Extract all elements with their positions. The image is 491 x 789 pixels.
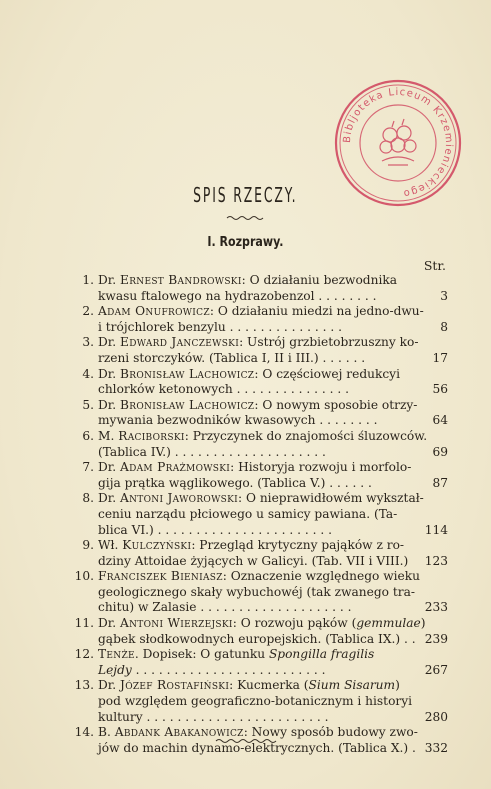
page-number: 280 (424, 709, 448, 724)
entry-text (98, 273, 397, 289)
entry-number: 11. (74, 616, 94, 631)
text-run: rzeni storczyków. (Tablica I, II i III.) . . . . . . (98, 350, 366, 365)
text-run: M. (98, 428, 119, 443)
author-name: Tenże (98, 647, 135, 662)
text-run: ) (395, 678, 400, 693)
entry-text (98, 460, 411, 476)
author-name: Adam Onufrowicz (98, 304, 210, 319)
page-number: 233 (424, 600, 448, 615)
toc-entry (70, 538, 448, 569)
text-run: dziny Attoidae żyjących w Galicyi. (Tab. VII i VIII.) (98, 553, 409, 568)
toc-entry (70, 491, 448, 538)
entry-text (98, 304, 424, 320)
toc-line (70, 647, 448, 663)
entry-number: 2. (82, 304, 94, 319)
text-run: : O rozwoju pąków ( (232, 616, 357, 631)
text-run: : Kucmerka ( (229, 678, 309, 693)
toc-line (70, 413, 448, 429)
entry-text (98, 382, 349, 398)
text-run: kwasu ftalowego na hydrazobenzol . . . . . . . . (98, 288, 377, 303)
entry-text (98, 398, 417, 414)
entry-text (98, 507, 397, 523)
end-ornament (215, 737, 277, 745)
entry-text (98, 445, 326, 461)
text-run: : O działaniu miedzi na jedno-dwu- (209, 304, 424, 319)
text-run: : O częściowej redukcyi (254, 366, 400, 381)
page-number: 3 (440, 288, 448, 303)
entry-number: 1. (82, 273, 94, 287)
entry-text (98, 663, 325, 679)
text-run: : O nowym sposobie otrzy- (254, 397, 418, 412)
author-name: Edward Janczewski (120, 335, 240, 350)
entry-text (98, 351, 365, 367)
toc-line (70, 632, 448, 648)
entry-number: 9. (82, 538, 94, 553)
entry-number: 14. (74, 725, 94, 740)
entry-text (98, 600, 351, 616)
entry-number: 10. (74, 569, 94, 584)
text-run: blica VI.) . . . . . . . . . . . . . . . . . . . . . . . (98, 522, 333, 537)
text-run: : Przegląd krytyczny pająków z ro- (191, 538, 405, 553)
text-run: . Dopisek: O gatunku (134, 647, 269, 662)
page-number: 69 (432, 444, 448, 459)
entry-text (98, 678, 400, 694)
text-run: ) (420, 616, 426, 631)
toc-line (70, 304, 448, 320)
toc-entry (70, 398, 448, 429)
entry-text (98, 616, 425, 632)
author-name: Adam Prażmowski (120, 460, 231, 475)
author-name: Raciborski (118, 428, 185, 443)
section-heading: I. Rozprawy. (207, 235, 284, 250)
text-run: : O nieprawidłowém wykształ- (237, 491, 424, 506)
entry-text (98, 335, 419, 351)
text-run: gija prątka wąglikowego. (Tablica V.) . . . . . . (98, 475, 372, 490)
entry-text (98, 647, 374, 663)
entry-text (98, 538, 404, 554)
toc-entry (70, 304, 448, 335)
entry-text (98, 476, 372, 492)
entry-number: 12. (74, 647, 94, 662)
italic-term: Sium Sisarum (308, 678, 396, 693)
entry-number: 3. (82, 335, 94, 350)
text-run: ceniu narządu płciowego u samicy pawiana. (Ta- (98, 506, 398, 521)
page-number: 123 (424, 553, 448, 568)
text-run: Wł. (98, 538, 123, 553)
toc-line (70, 585, 448, 601)
text-run: : Ustrój grzbietobrzuszny ko- (239, 335, 419, 350)
text-run: B. (98, 725, 115, 740)
entry-number: 13. (74, 678, 94, 693)
text-run: : Oznaczenie względnego wieku (222, 569, 420, 584)
entry-text (98, 289, 377, 305)
toc-line (70, 445, 448, 461)
text-run: jów do machin dynamo-elektrycznych. (Tablica X.) . (98, 740, 416, 755)
toc-line (70, 616, 448, 632)
text-run: Dr. (98, 335, 121, 350)
author-name: Abdank Abakanowicz (114, 725, 244, 740)
toc-line (70, 476, 448, 492)
text-run: Dr. (98, 616, 121, 631)
text-run: pod względem geograficzno-botanicznym i historyi (98, 694, 413, 709)
page-number: 114 (424, 522, 448, 537)
entry-text (98, 554, 408, 570)
text-run: i trójchlorek benzylu . . . . . . . . . . . . . . . (98, 319, 342, 334)
text-run: (Tablica IV.) . . . . . . . . . . . . . . . . . . . . (98, 444, 326, 459)
toc-line (70, 678, 448, 694)
title-ornament (226, 214, 266, 222)
toc-line (70, 663, 448, 679)
toc-line (70, 351, 448, 367)
entry-text (98, 710, 329, 726)
toc-line (70, 367, 448, 383)
toc-entry (70, 429, 448, 460)
text-run: : Nowy sposób budowy zwo- (243, 725, 418, 740)
toc-entry (70, 367, 448, 398)
text-run: : Historyja rozwoju i morfolo- (230, 460, 412, 475)
page-number: 8 (440, 319, 448, 334)
toc-entry (70, 273, 448, 304)
page-number: 87 (432, 475, 448, 490)
entry-number: 6. (82, 428, 94, 443)
table-of-contents (70, 273, 448, 756)
text-run: mywania bezwodników kwasowych . . . . . . . . (98, 413, 378, 428)
entry-text (98, 569, 420, 585)
text-run: chitu) w Zalasie . . . . . . . . . . . . . . . . . . . . (98, 600, 352, 615)
entry-text (98, 632, 416, 648)
toc-line (70, 335, 448, 351)
page-number: 56 (432, 382, 448, 397)
text-run: : Przyczynek do znajomości śluzowców. (184, 428, 428, 443)
text-run: Dr. (98, 397, 121, 412)
author-name: Bronisław Lachowicz (120, 397, 255, 412)
entry-number: 4. (82, 366, 94, 381)
author-name: Franciszek Bieniasz (98, 569, 223, 584)
entry-text (98, 491, 424, 507)
toc-line (70, 569, 448, 585)
italic-term: gemmulae (356, 616, 421, 631)
toc-line (70, 491, 448, 507)
text-run: chlorków ketonowych . . . . . . . . . . . . . . . (98, 382, 349, 397)
toc-entry (70, 616, 448, 647)
entry-text (98, 585, 415, 601)
toc-line (70, 320, 448, 336)
toc-line (70, 554, 448, 570)
page-number: 239 (424, 631, 448, 646)
author-name: Józef Rostafiński (120, 678, 230, 693)
page-number: 332 (424, 740, 448, 755)
toc-line (70, 398, 448, 414)
text-run: Dr. (98, 460, 121, 475)
author-name: Bronisław Lachowicz (120, 366, 255, 381)
toc-entry (70, 647, 448, 678)
author-name: Antoni Jaworowski (120, 491, 238, 506)
text-run: : O działaniu bezwodnika (241, 273, 397, 287)
entry-number: 7. (82, 460, 94, 475)
toc-line (70, 538, 448, 554)
toc-entry (70, 335, 448, 366)
text-run: geologicznego skały wybuchowéj (tak zwanego tra- (98, 584, 415, 599)
entry-text (98, 429, 427, 445)
text-run: Dr. (98, 678, 121, 693)
toc-line (70, 289, 448, 305)
entry-text (98, 320, 342, 336)
entry-text (98, 413, 377, 429)
toc-line (70, 507, 448, 523)
toc-line (70, 460, 448, 476)
text-run: . . . . . . . . . . . . . . . . . . . . . . . . . (131, 662, 326, 677)
toc-line (70, 382, 448, 398)
text-run: kultury . . . . . . . . . . . . . . . . . . . . . . . . (98, 709, 329, 724)
text-run: Dr. (98, 366, 121, 381)
author-name: Kulczyński (122, 538, 192, 553)
author-name: Antoni Wierzejski (120, 616, 233, 631)
stamp-text: Bibljoteka Liceum Krzemienieckiego (341, 86, 455, 199)
entry-text (98, 694, 412, 710)
text-run: Dr. (98, 491, 121, 506)
author-name: Ernest Bandrowski (120, 273, 242, 287)
entry-number: 5. (82, 397, 94, 412)
toc-line (70, 273, 448, 289)
italic-term: Lejdy (98, 662, 132, 677)
toc-line (70, 600, 448, 616)
page-number: 64 (432, 413, 448, 428)
page-number: 17 (432, 350, 448, 365)
toc-entry (70, 678, 448, 725)
entry-text (98, 523, 332, 539)
entry-number: 8. (82, 491, 94, 506)
toc-line (70, 429, 448, 445)
entry-text (98, 367, 400, 383)
toc-line (70, 710, 448, 726)
toc-entry (70, 460, 448, 491)
page-title: SPIS RZECZY. (193, 183, 298, 207)
page-column-label: Str. (423, 258, 446, 273)
text-run: Dr. (98, 273, 121, 287)
text-run: gąbek słodkowodnych europejskich. (Tablica IX.) . . (98, 631, 416, 646)
toc-line (70, 523, 448, 539)
toc-line (70, 694, 448, 710)
toc-entry (70, 569, 448, 616)
page-number: 267 (424, 662, 448, 677)
italic-term: Spongilla fragilis (268, 647, 375, 662)
